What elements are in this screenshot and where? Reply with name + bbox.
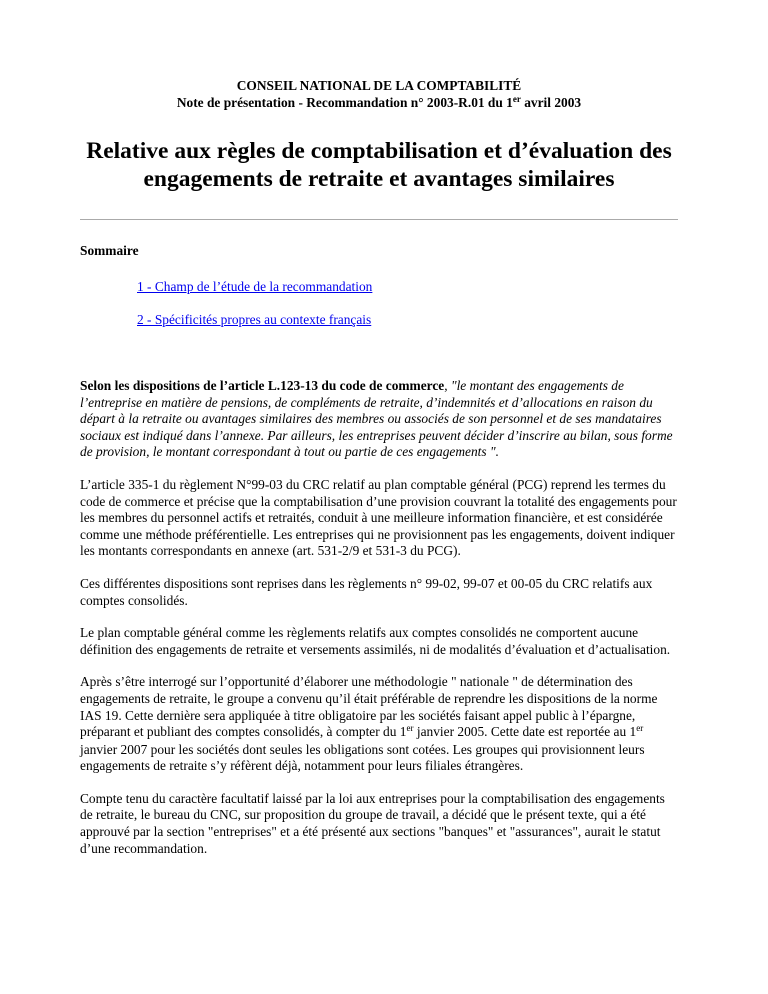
paragraph-recommandation-status: Compte tenu du caractère facultatif laissé par la loi aux entreprises pour la comptabilisation des engagements de retraite, le bureau du CNC, sur proposition du groupe de travail, a décidé que le présent texte, qui a été approuvé par la section "entreprises" et a été présenté aux sections "banques" et "assurances", aurait le statut d’une recommandation. (80, 790, 665, 856)
title-line-1: Relative aux règles de comptabilisation et d’évaluation des (86, 138, 672, 164)
ias19-text-c: janvier 2007 pour les sociétés dont seules les obligations sont cotées. Les groupes qui provisionnent leurs engagements de retraite s’y réfèrent déjà, notamment pour leurs filiales étrangères. (80, 741, 645, 774)
horizontal-divider (80, 219, 678, 220)
sommaire-links (137, 278, 678, 328)
ias19-text-a: Après s’être interrogé sur l’opportunité d’élaborer une méthodologie " nationale " de détermination des engagements de retraite, le groupe a convenu qu’il était préférable de reprendre les dispositions de la norme IAS 19. Cette dernière sera appliquée à titre obligatoire par les sociétés faisant appel public à l’épargne, préparant et publiant des comptes consolidés, à compter du 1 (80, 674, 658, 740)
toc-link-specificites[interactable]: 2 - Spécificités propres au contexte français (137, 312, 372, 327)
paragraph-ias19 (80, 674, 678, 775)
comma-separator: , (444, 378, 451, 393)
note-header (80, 94, 678, 113)
title-line-2: engagements de retraite et avantages similaires (143, 166, 615, 192)
article-quote: "le montant des engagements de l’entreprise en matière de pensions, de compléments de retraite, d’indemnités et d’allocations en raison du départ à la retraite ou avantages similaires des membres ou associés de son personnel et de ses mandataires sociaux est indiqué dans l’annexe. Par ailleurs, les entreprises peuvent décider d’inscrire au bilan, sous forme de provision, le montant correspondant à tout ou partie de ces engagements ". (80, 378, 673, 460)
toc-link-champ[interactable]: 1 - Champ de l’étude de la recommandation (137, 279, 373, 294)
organization-header: CONSEIL NATIONAL DE LA COMPTABILITÉ (236, 78, 522, 93)
paragraph-pcg-definitions: Le plan comptable général comme les règlements relatifs aux comptes consolidés ne comportent aucune définition des engagements de retraite et versements assimilés, ni de modalités d’évaluation et d’actualisation. (80, 625, 671, 657)
document-page (80, 0, 678, 857)
article-reference: Selon les dispositions de l’article L.123-13 du code de commerce (80, 378, 445, 393)
ias19-sup-1: er (406, 723, 414, 734)
note-header-sup: er (512, 94, 521, 104)
paragraph-reglements: Ces différentes dispositions sont reprises dans les règlements n° 99-02, 99-07 et 00-05 du CRC relatifs aux comptes consolidés. (80, 575, 653, 608)
page-title (80, 137, 678, 193)
note-header-date: avril 2003 (520, 95, 582, 110)
paragraph-article-335-1: L’article 335-1 du règlement N°99-03 du CRC relatif au plan comptable général (PCG) reprend les termes du code de commerce et précise que la comptabilisation d’une provision couvrant la totalité des engagements pour les membres du personnel actifs et retraités, conduit à une meilleure information financière, et est considérée comme une méthode préférentielle. Les entreprises qui ne provisionnent pas les engagements, doivent indiquer les montants correspondants en annexe (art. 531-2/9 et 531-3 du PCG). (80, 476, 677, 559)
ias19-text-b: janvier 2005. Cette date est reportée au 1 (413, 724, 637, 740)
note-header-text: Note de présentation - Recommandation n° 2003-R.01 du 1 (176, 95, 513, 110)
sommaire-heading: Sommaire (80, 243, 139, 258)
ias19-sup-2: er (636, 723, 644, 734)
paragraph-article-l123-13 (80, 378, 678, 461)
